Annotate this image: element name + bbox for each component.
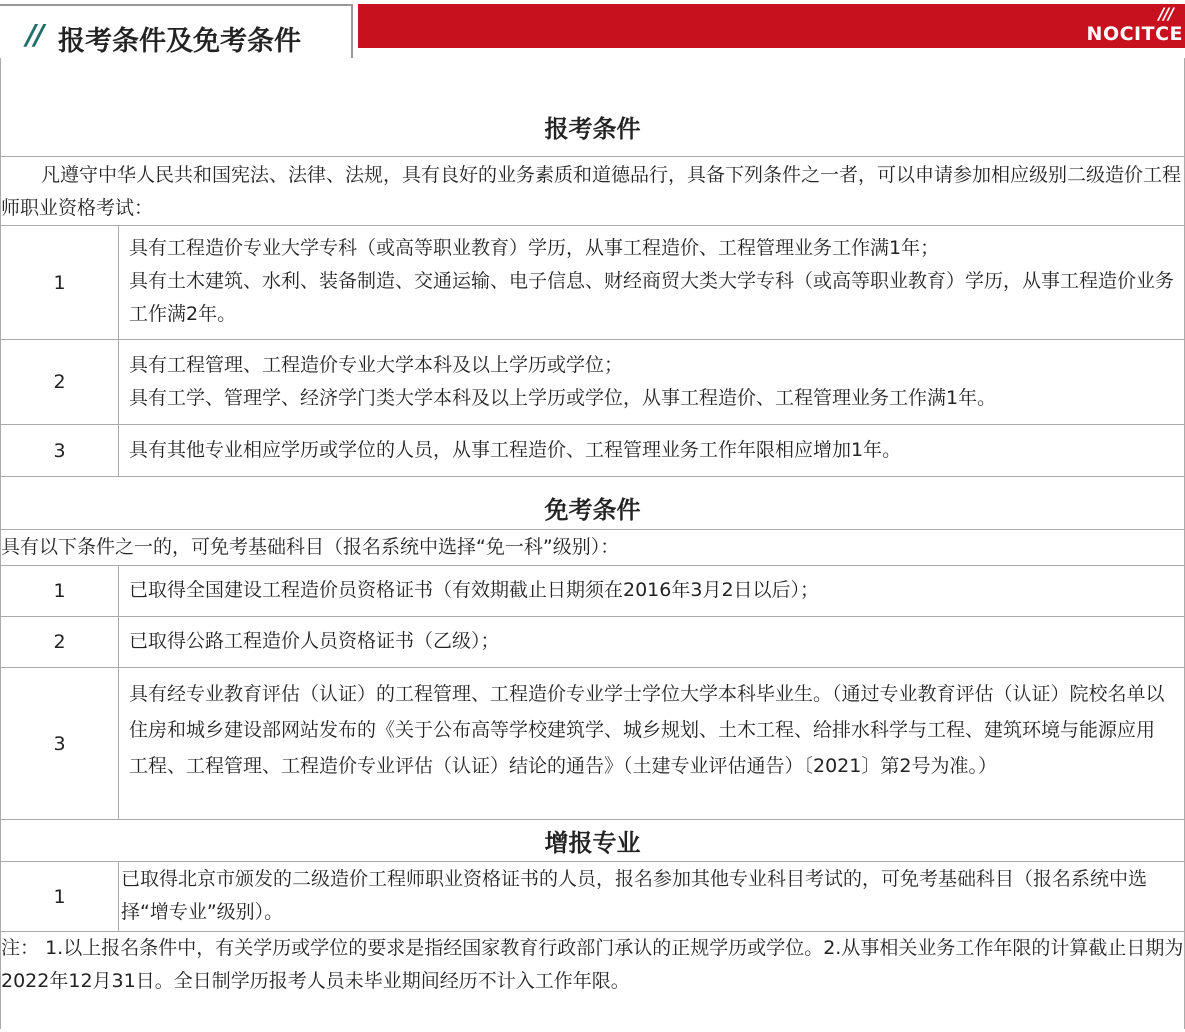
item-number: 1 [1, 862, 119, 931]
exam-intro-row [1, 157, 1184, 226]
item-content [119, 668, 1184, 819]
item-line: 已取得北京市颁发的二级造价工程师职业资格证书的人员，报名参加其他专业科目考试的，可免考基础科目（报名系统中选择“增专业”级别）。 [121, 868, 1148, 923]
exemption-intro-row [1, 530, 1184, 566]
item-content [119, 425, 1184, 476]
item-number: 3 [1, 668, 119, 819]
note-row [1, 932, 1184, 1029]
item-line: 已取得全国建设工程造价员资格证书（有效期截止日期须在2016年3月2日以后）； [129, 579, 820, 601]
item-line: 具有工程造价专业大学专科（或高等职业教育）学历，从事工程造价、工程管理业务工作满1年； [129, 237, 940, 259]
item-content [119, 226, 1184, 339]
page-header [0, 0, 1185, 58]
item-line: 具有经专业教育评估（认证）的工程管理、工程造价专业学士学位大学本科毕业生。（通过专业教育评估（认证）院校名单以住房和城乡建设部网站发布的《关于公布高等学校建筑学、城乡规划、土木工程、给排水科学与工程、建筑环境与能源应用工程、工程管理、工程造价专业评估（认证）结论的通告》（土建专业评估通告）〔2021〕第2号为准。） [129, 683, 1165, 777]
slash-mark: // [26, 18, 43, 51]
exemption-intro-text: 具有以下条件之一的，可免考基础科目（报名系统中选择“免一科”级别）： [1, 536, 620, 558]
additional-item-row [1, 862, 1184, 932]
brand-logo-text: NOCITCE [1086, 23, 1183, 45]
item-content [119, 340, 1184, 424]
note-block [1, 932, 1184, 1029]
note-text: 1.以上报名条件中，有关学历或学位的要求是指经国家教育行政部门承认的正规学历或学位。2.从事相关业务工作年限的计算截止日期为2022年12月31日。全日制学历报考人员未毕业期间经历不计入工作年限。 [1, 937, 1184, 992]
exam-intro-text: 凡遵守中华人民共和国宪法、法律、法规，具有良好的业务素质和道德品行，具备下列条件之一者，可以申请参加相应级别二级造价工程师职业资格考试： [1, 164, 1182, 219]
item-number: 1 [1, 226, 119, 339]
item-number: 3 [1, 425, 119, 476]
title-tab [0, 4, 353, 58]
exemption-item-row [1, 668, 1184, 820]
item-line: 已取得公路工程造价人员资格证书（乙级）； [129, 630, 500, 652]
exam-item-row [1, 425, 1184, 477]
item-line: 具有工学、管理学、经济学门类大学本科及以上学历或学位，从事工程造价、工程管理业务工作满1年。 [129, 387, 997, 409]
item-number: 2 [1, 340, 119, 424]
exemption-item-row [1, 617, 1184, 668]
item-line: 具有工程管理、工程造价专业大学本科及以上学历或学位； [129, 354, 624, 376]
item-number: 1 [1, 566, 119, 616]
section-row-additional [1, 820, 1184, 862]
section-heading-additional: 增报专业 [544, 829, 641, 857]
item-content [119, 566, 1184, 616]
exam-item-row [1, 226, 1184, 340]
section-heading-exam: 报考条件 [544, 115, 641, 143]
note-label: 注： [1, 937, 40, 959]
conditions-table [0, 58, 1185, 1029]
page-title: 报考条件及免考条件 [58, 26, 301, 57]
item-content [119, 862, 1184, 931]
exemption-item-row [1, 566, 1184, 617]
exam-item-row [1, 340, 1184, 425]
item-line: 具有土木建筑、水利、装备制造、交通运输、电子信息、财经商贸大类大学专科（或高等职业教育）学历，从事工程造价业务工作满2年。 [129, 270, 1175, 325]
section-row-exam [1, 58, 1184, 157]
section-heading-exemption: 免考条件 [544, 495, 641, 524]
item-line: 具有其他专业相应学历或学位的人员，从事工程造价、工程管理业务工作年限相应增加1年。 [129, 439, 902, 461]
item-content [119, 617, 1184, 667]
section-row-exemption [1, 477, 1184, 530]
brand-band [358, 4, 1185, 48]
item-number: 2 [1, 617, 119, 667]
brand-slashes: /// [1158, 4, 1173, 23]
